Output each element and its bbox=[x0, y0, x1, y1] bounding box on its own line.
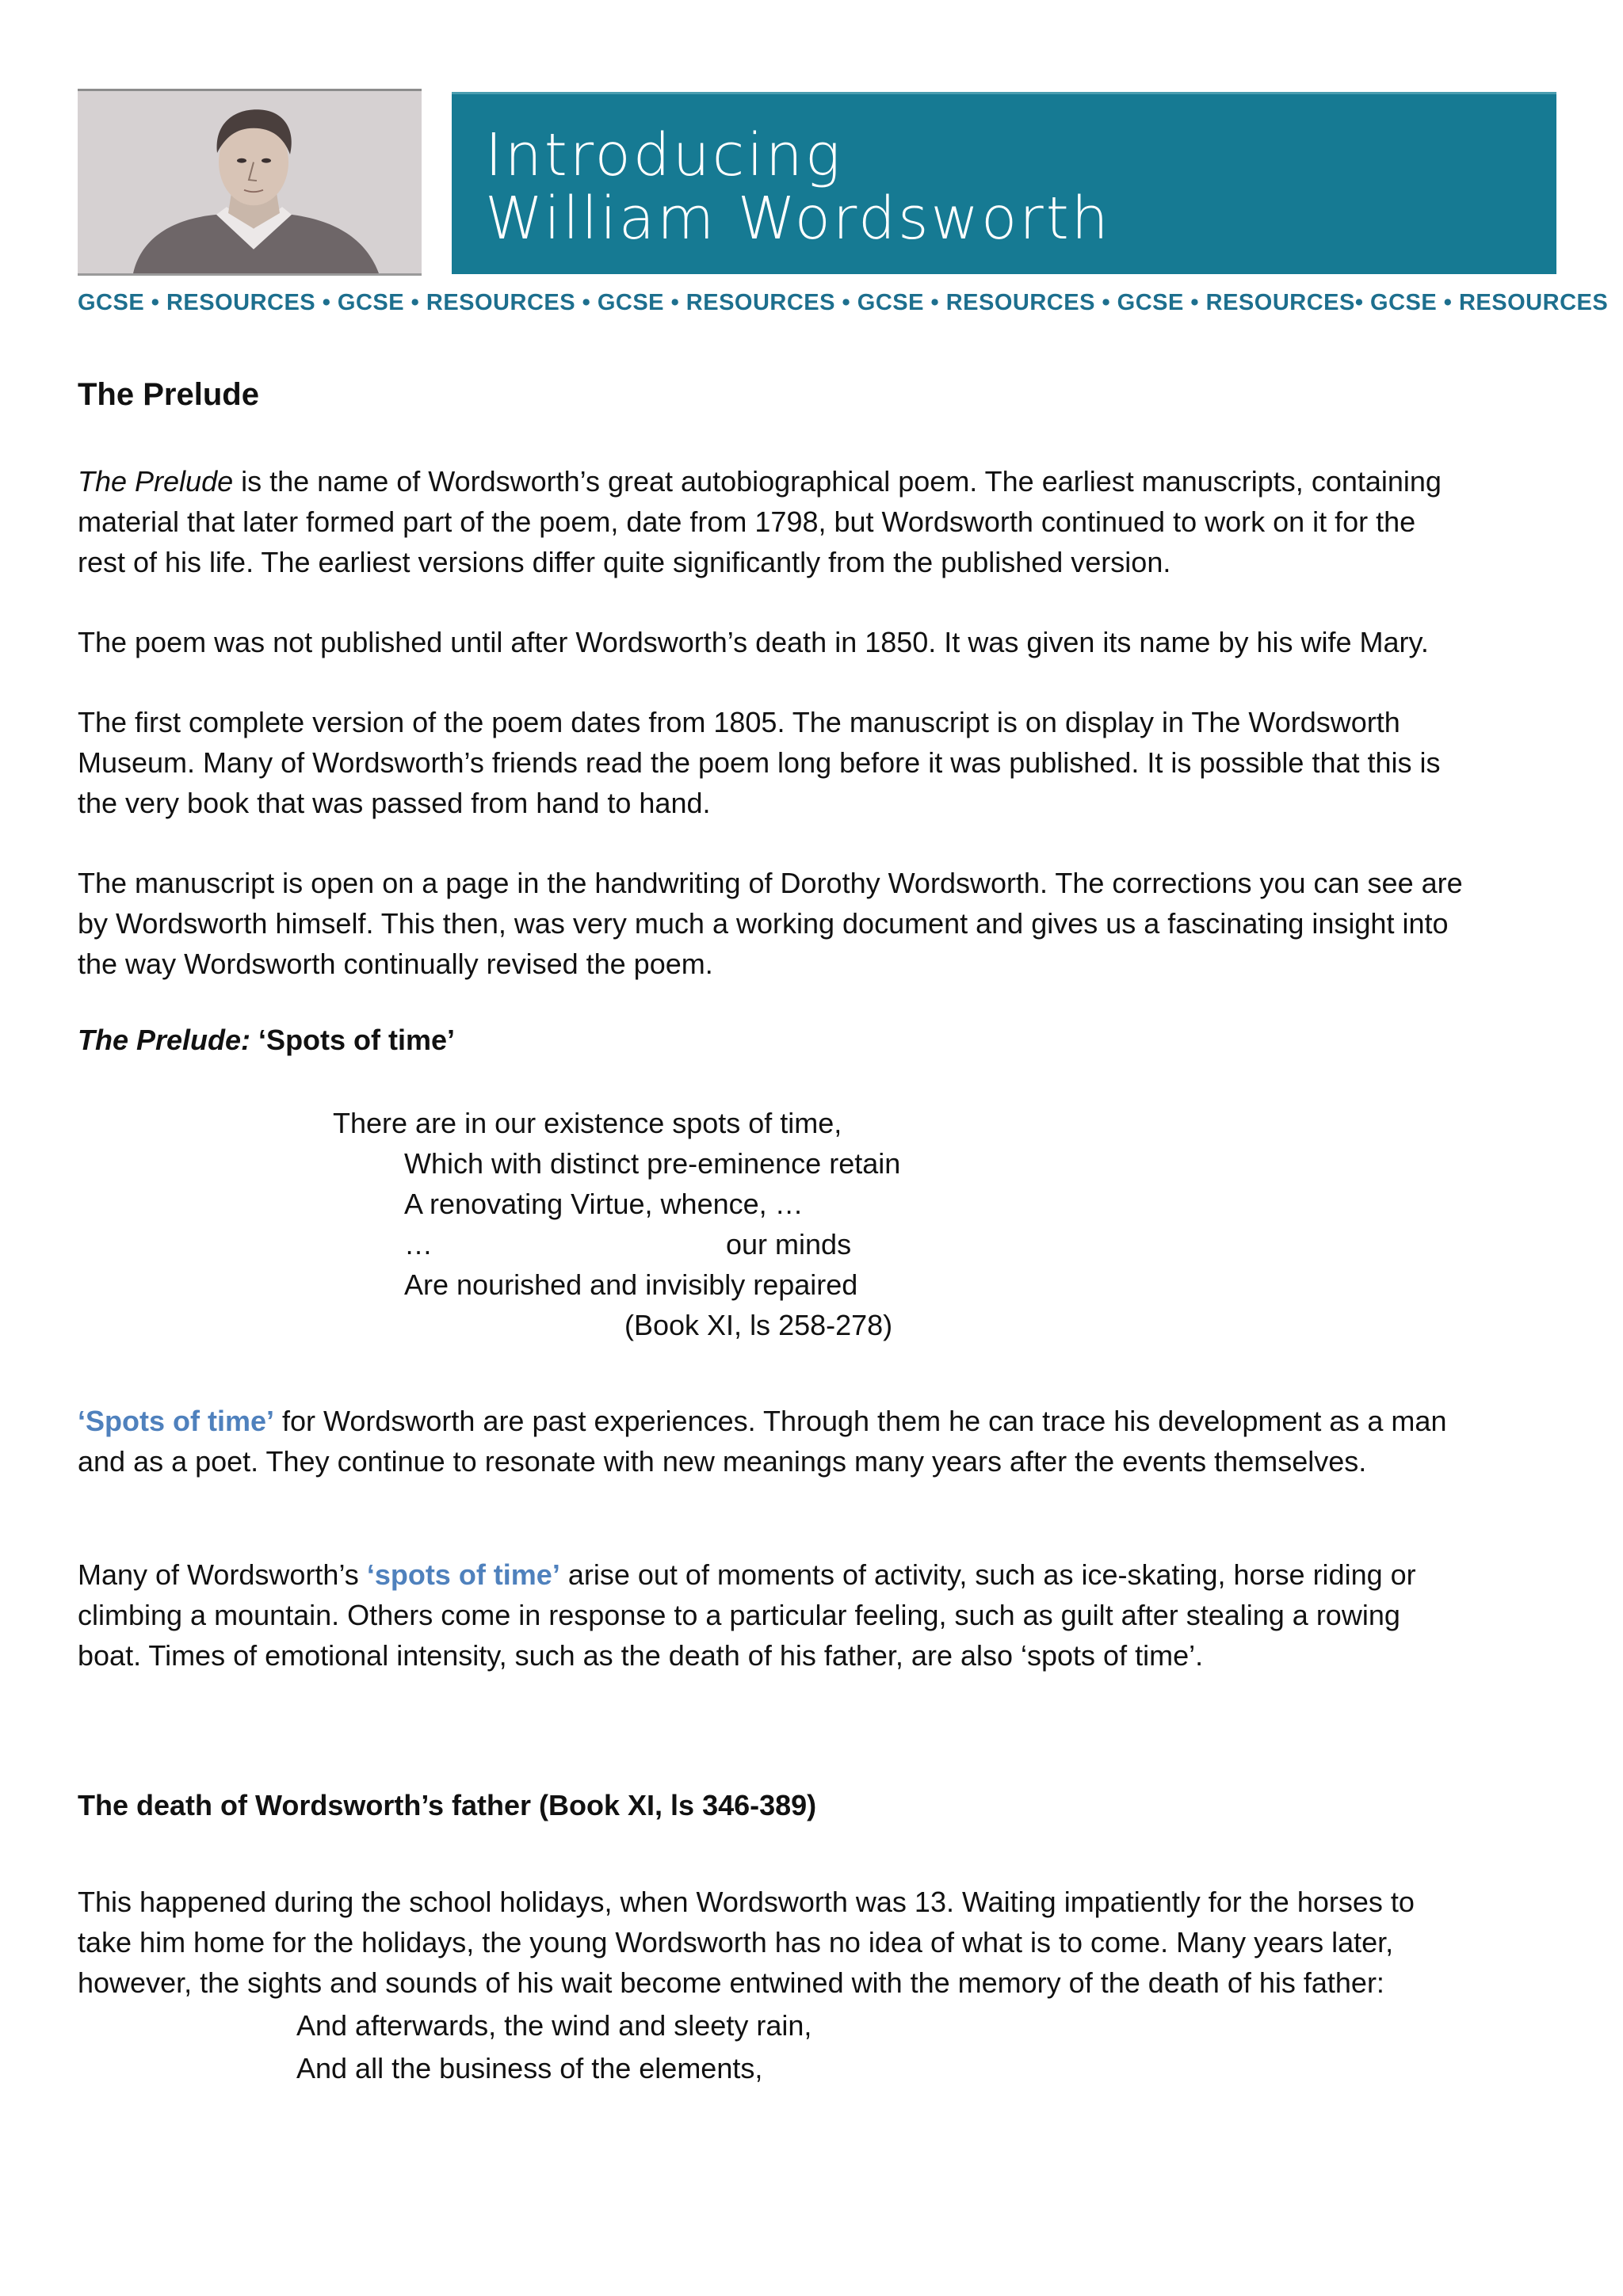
paragraph-1-line-2: material that later formed part of the poem, date from 1798, but Wordsworth continued to work on it for the bbox=[78, 505, 1416, 538]
paragraph-1-line-1: is the name of Wordsworth’s great autobiographical poem. The earliest manuscripts, containing bbox=[233, 465, 1442, 498]
poem-line-5: Are nourished and invisibly repaired bbox=[404, 1268, 858, 1301]
resources-strapline: GCSE • RESOURCES • GCSE • RESOURCES • GCSE • RESOURCES • GCSE • RESOURCES • GCSE • RESOURCES• GCSE • RESOURCES bbox=[78, 290, 1609, 315]
paragraph-7 bbox=[78, 1882, 1560, 2003]
paragraph-7-line-3: however, the sights and sounds of his wait become entwined with the memory of the death of his father: bbox=[78, 1966, 1384, 1999]
paragraph-6-line-1-a: Many of Wordsworth’s bbox=[78, 1558, 367, 1591]
paragraph-5-line-2: and as a poet. They continue to resonate with new meanings many years after the events themselves. bbox=[78, 1445, 1367, 1478]
section-heading-prelude: The Prelude bbox=[78, 377, 259, 412]
paragraph-3-line-1: The first complete version of the poem dates from 1805. The manuscript is on display in The Wordsworth bbox=[78, 706, 1400, 738]
paragraph-4-line-1: The manuscript is open on a page in the handwriting of Dorothy Wordsworth. The corrections you can see are bbox=[78, 867, 1463, 899]
paragraph-1-line-3: rest of his life. The earliest versions differ quite significantly from the published version. bbox=[78, 546, 1171, 578]
banner-title-line-2: William Wordsworth bbox=[485, 185, 1111, 253]
poem-excerpt-elements bbox=[296, 2004, 812, 2090]
poem-excerpt-spots-of-time bbox=[333, 1103, 900, 1345]
paragraph-6-line-2: climbing a mountain. Others come in response to a particular feeling, such as guilt after stealing a rowing bbox=[78, 1599, 1400, 1631]
header-banner bbox=[78, 89, 1556, 276]
paragraph-5 bbox=[78, 1401, 1560, 1482]
poem-line-2: Which with distinct pre-eminence retain bbox=[404, 1147, 901, 1180]
paragraph-5-line-1: for Wordsworth are past experiences. Through them he can trace his development as a man bbox=[274, 1405, 1447, 1437]
paragraph-3-line-2: Museum. Many of Wordsworth’s friends read the poem long before it was published. It is possible that this is bbox=[78, 746, 1441, 779]
paragraph-4-line-3: the way Wordsworth continually revised the poem. bbox=[78, 948, 713, 980]
paragraph-2-line-1: The poem was not published until after Wordsworth’s death in 1850. It was given its name by his wife Mary. bbox=[78, 626, 1429, 658]
paragraph-2 bbox=[78, 622, 1560, 662]
paragraph-1 bbox=[78, 461, 1560, 582]
paragraph-3-line-3: the very book that was passed from hand to hand. bbox=[78, 787, 711, 819]
paragraph-7-line-1: This happened during the school holidays, when Wordsworth was 13. Waiting impatiently for the horses to bbox=[78, 1886, 1415, 1918]
spots-of-time-highlight-2: ‘spots of time’ bbox=[366, 1558, 560, 1591]
paragraph-4-line-2: by Wordsworth himself. This then, was very much a working document and gives us a fascinating insight into bbox=[78, 907, 1449, 940]
paragraph-6-line-1-b: arise out of moments of activity, such as ice-skating, horse riding or bbox=[559, 1558, 1416, 1591]
banner-title-box bbox=[452, 92, 1556, 274]
elements-poem-line-1: And afterwards, the wind and sleety rain, bbox=[296, 2009, 812, 2042]
poem-line-4-text: our minds bbox=[726, 1228, 852, 1261]
section-heading-fathers-death: The death of Wordsworth’s father (Book XI, ls 346-389) bbox=[78, 1789, 817, 1821]
spots-heading-italic: The Prelude: bbox=[78, 1024, 251, 1056]
prelude-italic-title: The Prelude bbox=[78, 465, 234, 498]
spots-heading-rest: ‘Spots of time’ bbox=[250, 1024, 456, 1056]
poem-line-1: There are in our existence spots of time, bbox=[333, 1107, 842, 1139]
spots-of-time-highlight: ‘Spots of time’ bbox=[78, 1405, 275, 1437]
poem-line-3: A renovating Virtue, whence, … bbox=[404, 1188, 804, 1220]
wordsworth-portrait-image bbox=[78, 89, 422, 276]
portrait-icon bbox=[78, 91, 422, 273]
poem-line-4-ellipsis: … bbox=[404, 1228, 433, 1261]
section-heading-spots-of-time bbox=[78, 1024, 455, 1057]
paragraph-6 bbox=[78, 1554, 1560, 1676]
poem-reference: (Book XI, ls 258-278) bbox=[624, 1309, 893, 1341]
paragraph-3 bbox=[78, 702, 1560, 823]
banner-title-line-1: Introducing bbox=[485, 121, 843, 189]
elements-poem-line-2: And all the business of the elements, bbox=[296, 2052, 763, 2084]
paragraph-7-line-2: take him home for the holidays, the young Wordsworth has no idea of what is to come. Many years later, bbox=[78, 1926, 1394, 1958]
paragraph-6-line-3: boat. Times of emotional intensity, such as the death of his father, are also ‘spots of time’. bbox=[78, 1639, 1204, 1672]
paragraph-4 bbox=[78, 863, 1560, 984]
